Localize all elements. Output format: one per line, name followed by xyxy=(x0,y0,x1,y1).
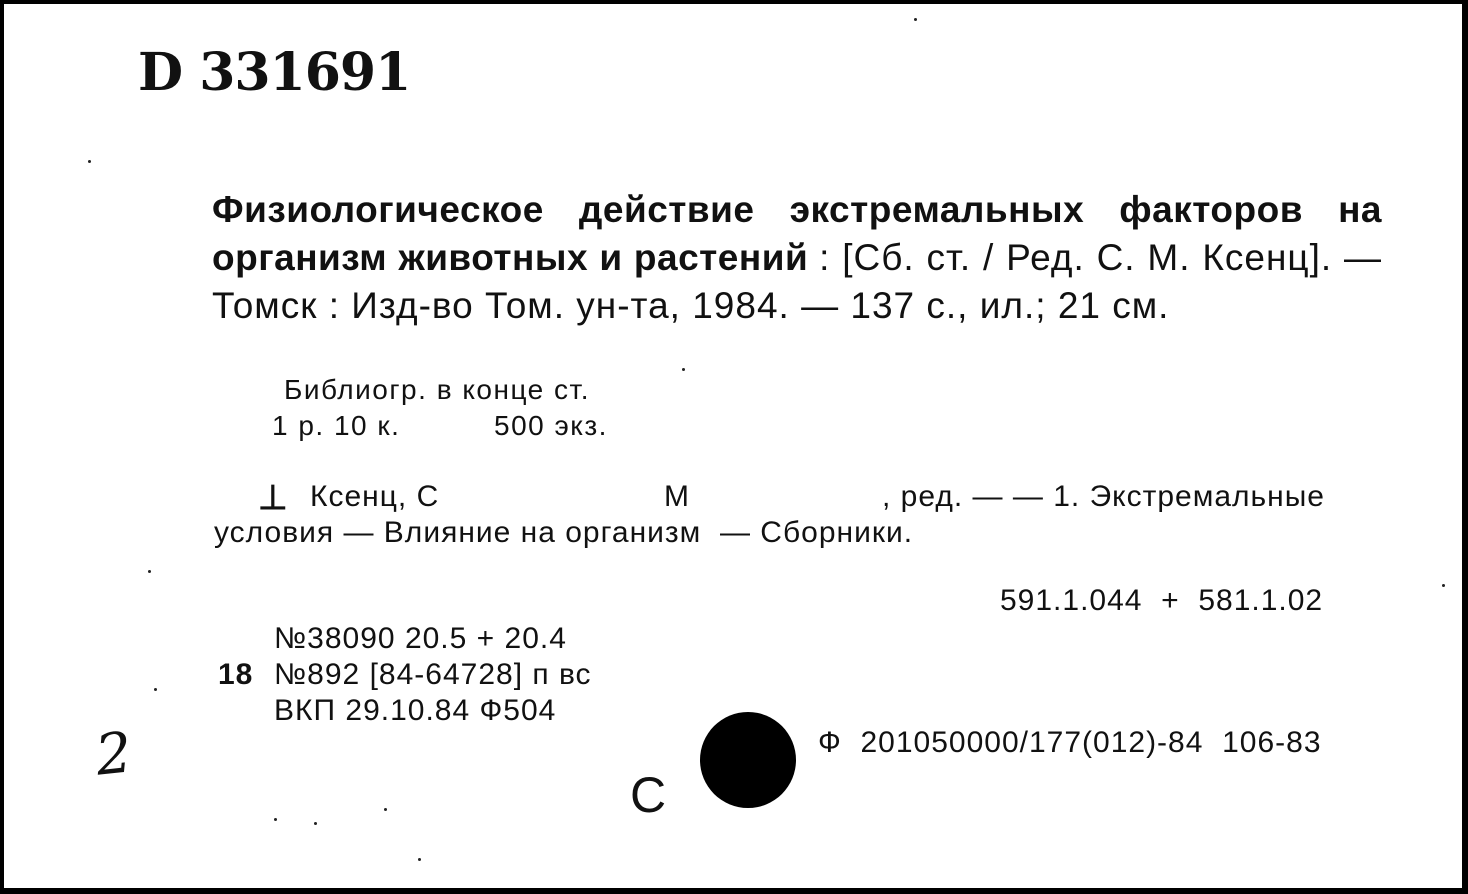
speck xyxy=(154,688,157,691)
speck xyxy=(1442,584,1445,587)
bibliographic-description xyxy=(212,186,1382,330)
speck xyxy=(314,822,317,825)
tracing-symbol: ⊥ xyxy=(258,479,289,517)
tracing-line-2: условия — Влияние на организм — Сборники. xyxy=(214,516,914,549)
speck xyxy=(148,570,151,573)
accession-line-1: №38090 20.5 + 20.4 xyxy=(274,622,567,655)
bibliography-note: Библиогр. в конце ст. xyxy=(284,374,591,405)
copies: 500 экз. xyxy=(494,410,608,441)
tracing-initial: М xyxy=(664,480,690,513)
tracing-rest: , ред. — — 1. Экстремальные xyxy=(882,480,1325,513)
accession-line-3: ВКП 29.10.84 Ф504 xyxy=(274,694,557,727)
punch-hole xyxy=(700,712,796,808)
speck xyxy=(418,858,421,861)
bbk-code: Ф 201050000/177(012)-84 106-83 xyxy=(818,726,1322,759)
speck xyxy=(384,808,387,811)
speck xyxy=(914,18,917,21)
speck xyxy=(682,368,685,371)
speck xyxy=(274,818,277,821)
card-code: D 331691 xyxy=(138,42,411,103)
accession-line-2: №892 [84-64728] п вс xyxy=(274,658,592,691)
udc-index: 591.1.044 + 581.1.02 xyxy=(1000,584,1324,617)
card-letter: С xyxy=(630,767,667,823)
catalog-card xyxy=(4,4,1462,888)
publication-details: : [Сб. ст. / Ред. С. М. Ксенц]. — Томск : Изд-во Том. ун-та, 1984. — 137 с., ил.; 21 см. xyxy=(212,237,1383,326)
handwritten-mark: 2 xyxy=(92,720,135,789)
speck xyxy=(88,160,91,163)
accession-prefix: 18 xyxy=(218,658,254,691)
book-title: Физиологическое действие экстремальных факторов на организм животных и растений xyxy=(212,189,1382,278)
tracing-name: Ксенц, С xyxy=(310,480,440,513)
price: 1 р. 10 к. xyxy=(272,410,401,441)
